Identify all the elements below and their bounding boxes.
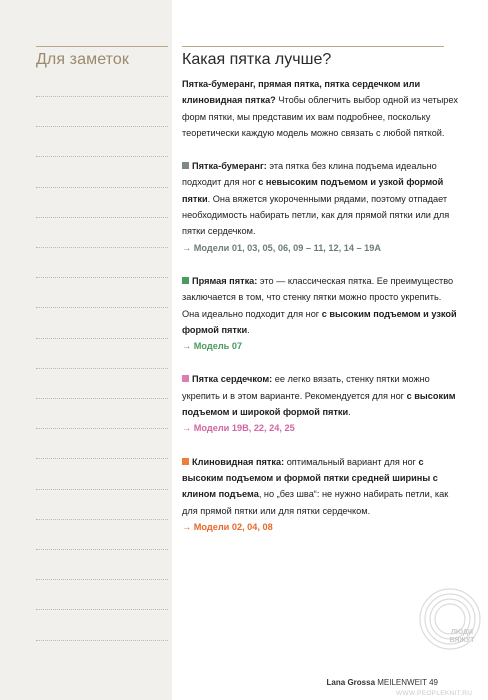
section-emphasis: с высоким подъемом и формой пятки средней ширины с клином подъема bbox=[182, 456, 438, 500]
note-line bbox=[36, 156, 168, 157]
note-line bbox=[36, 398, 168, 399]
note-line bbox=[36, 247, 168, 248]
notes-sidebar bbox=[0, 0, 172, 700]
section-text: . bbox=[247, 324, 250, 335]
note-line bbox=[36, 609, 168, 610]
note-line bbox=[36, 428, 168, 429]
note-line bbox=[36, 338, 168, 339]
note-line bbox=[36, 519, 168, 520]
note-line bbox=[36, 126, 168, 127]
note-line bbox=[36, 579, 168, 580]
note-line bbox=[36, 217, 168, 218]
section-heading: Пятка сердечком: bbox=[192, 374, 273, 385]
sidebar-title-rule bbox=[36, 46, 168, 47]
title-rule bbox=[182, 46, 444, 47]
section-text: . Она вяжется укороченными рядами, поэтому отпадает необходимость набирать петли, как для прямой пятки или для пятки сердечком. bbox=[182, 193, 450, 237]
section-text: . bbox=[348, 407, 351, 418]
watermark-text bbox=[446, 629, 478, 645]
section-heading: Клиновидная пятка: bbox=[192, 456, 285, 467]
section-text: это — классическая пятка. Ее преимущество заключается в том, что стенку пятки можно просто укрепить. Она идеально подходит для ног bbox=[182, 275, 454, 319]
section-heading: Прямая пятка: bbox=[192, 275, 258, 286]
color-square-icon bbox=[182, 277, 189, 284]
heel-section-wedge bbox=[182, 454, 458, 535]
footer-issue: MEILENWEIT 49 bbox=[375, 678, 438, 687]
page-footer bbox=[327, 678, 438, 687]
article-body bbox=[182, 76, 458, 552]
models-reference: → Модель 07 bbox=[182, 341, 243, 352]
color-square-icon bbox=[182, 375, 189, 382]
heel-section-heart bbox=[182, 371, 458, 436]
note-line bbox=[36, 307, 168, 308]
notes-title: Для заметок bbox=[36, 51, 130, 68]
section-text: , но „без шва“: не нужно набирать петли, как для прямой пятки или для пятки сердечком. bbox=[182, 489, 449, 516]
intro-bold: Пятка-бумеранг, прямая пятка, пятка сердечком или клиновидная пятка? bbox=[182, 79, 421, 106]
page-title: Какая пятка лучше? bbox=[182, 51, 332, 68]
footer-brand: Lana Grossa bbox=[326, 678, 376, 687]
note-line bbox=[36, 549, 168, 550]
note-line bbox=[36, 96, 168, 97]
intro-text: Чтобы облегчить выбор одной из четырех форм пятки, мы представим их вам подробнее, поскольку теоретически каждую модель можно связать с любой пяткой. bbox=[182, 95, 458, 138]
heel-section-straight bbox=[182, 273, 458, 354]
models-reference: → Модели 02, 04, 08 bbox=[182, 521, 273, 532]
section-emphasis: с невысоким подъемом и узкой формой пятки bbox=[182, 177, 444, 204]
watermark-line: ВЯЖУТ bbox=[449, 637, 475, 644]
note-line bbox=[36, 368, 168, 369]
section-text: ее легко вязать, стенку пятки можно укрепить и в этом варианте. Рекомендуется для ног bbox=[182, 374, 430, 401]
section-heading: Пятка-бумеранг: bbox=[192, 161, 267, 172]
note-line bbox=[36, 277, 168, 278]
note-line bbox=[36, 458, 168, 459]
color-square-icon bbox=[182, 162, 189, 169]
watermark-url: WWW.PEOPLEKNIT.RU bbox=[396, 690, 473, 697]
section-emphasis: с высоким подъемом и широкой формой пятки bbox=[182, 390, 456, 418]
watermark-line: ЛЮДИ bbox=[451, 629, 473, 636]
models-reference: → Модели 19B, 22, 24, 25 bbox=[182, 423, 295, 434]
section-text: оптимальный вариант для ног bbox=[284, 456, 419, 467]
models-reference: → Модели 01, 03, 05, 06, 09 – 11, 12, 14 – 19A bbox=[182, 242, 382, 253]
note-line bbox=[36, 640, 168, 641]
heel-section-boomerang bbox=[182, 158, 458, 256]
note-line bbox=[36, 187, 168, 188]
section-emphasis: с высоким подъемом и узкой формой пятки bbox=[182, 308, 457, 335]
intro-paragraph bbox=[182, 76, 458, 141]
section-text: эта пятка без клина подъема идеально подходит для ног bbox=[182, 161, 437, 188]
color-square-icon bbox=[182, 458, 189, 465]
note-line bbox=[36, 489, 168, 490]
